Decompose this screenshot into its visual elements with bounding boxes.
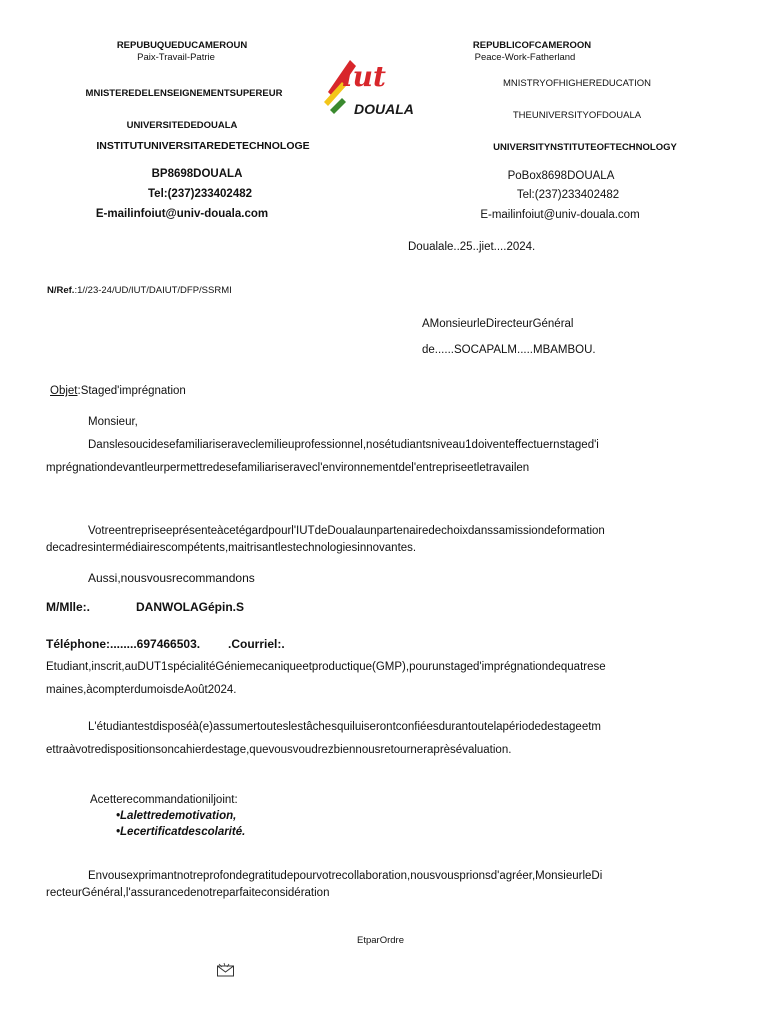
right-university: THEUNIVERSITYOFDOUALA — [512, 110, 642, 121]
left-institute: INSTITUTUNIVERSITAREDETECHNOLOGE — [96, 140, 310, 152]
logo-text-iut: iut — [342, 60, 386, 93]
right-motto: Peace-Work-Fatherland — [474, 52, 576, 63]
attachment-item: •Lecertificatdescolarité. — [116, 826, 246, 838]
recipient-line1: AMonsieurleDirecteurGénéral — [422, 318, 574, 330]
student-phone: Téléphone:........697466503. — [46, 637, 201, 651]
left-bp: BP8698DOUALA — [151, 168, 243, 180]
right-institute: UNIVERSITYNSTITUTEOFTECHNOLOGY — [493, 142, 677, 153]
signature-label: EtparOrdre — [357, 935, 404, 946]
paragraph-4: Etudiant,inscrit,auDUT1spécialitéGéniemecaniqueetproductique(GMP),pourunstaged'imprégnationdequatresemaines,àcompterdumoisdeAoût2024. — [46, 661, 606, 696]
logo-text-douala: DOUALA — [354, 101, 414, 117]
left-university: UNIVERSITEDEDOUALA — [126, 120, 238, 131]
reference-value: :1//23-24/UD/IUT/DAIUT/DFP/SSRMI — [74, 285, 232, 296]
paragraph-3: Aussi,nousvousrecommandons — [88, 571, 255, 585]
left-republic: REPUBUQUEDUCAMEROUN — [116, 40, 248, 51]
envelope-stamp-icon — [216, 962, 236, 978]
recipient-line2: de......SOCAPALM.....MBAMBOU. — [422, 344, 596, 356]
object-label: Objet — [50, 385, 78, 397]
paragraph-5: L'étudiantestdisposéà(e)assumertouteslestâchesquiluiserontconfiéesdurantoutelapériodedestageetmettraàvotredispositionsoncahierdestage,quevousvoudrezbiennousretourneraprèsévaluation. — [46, 721, 601, 756]
paragraph-1: Danslesoucidesefamiliariseraveclemilieuprofessionnel,nosétudiantsniveau1doiventeffectuernstaged'imprégnationdevantleurpermettredesefamiliariseravecl'environnementdel'entrepriseetletravailen — [46, 439, 599, 474]
object-line — [50, 385, 186, 397]
right-ministry: MNISTRYOFHIGHEREDUCATION — [503, 78, 651, 89]
right-bp: PoBox8698DOUALA — [507, 170, 615, 182]
left-motto: Paix-Travail-Patrie — [137, 52, 215, 63]
left-tel: Tel:(237)233402482 — [148, 188, 252, 200]
closing-paragraph: Envousexprimantnotreprofondegratitudepourvotrecollaboration,nousvousprionsd'agréer,MonsieurleDirecteurGénéral,l'assurancedenotreparfaiteconsidération — [46, 870, 603, 899]
iut-douala-logo — [320, 52, 414, 122]
attachments-intro: Acetterecommandationiljoint: — [90, 794, 238, 806]
right-tel: Tel:(237)233402482 — [516, 189, 620, 201]
reference-label: N/Ref. — [47, 285, 75, 296]
salutation: Monsieur, — [88, 416, 138, 428]
student-email-label: .Courriel:. — [228, 637, 285, 651]
right-republic: REPUBLICOFCAMEROON — [472, 40, 592, 51]
attachment-item: •Lalettredemotivation, — [116, 810, 237, 822]
left-email: E-mailinfoiut@univ-douala.com — [95, 208, 269, 220]
student-name: DANWOLAGépin.S — [136, 600, 244, 614]
reference — [47, 285, 232, 296]
right-email: E-mailinfoiut@univ-douala.com — [480, 209, 640, 221]
paragraph-2: Votreentrepriseeprésenteàcetégardpourl'IUTdeDoualaunpartenairedechoixdanssamissiondeformationdecadresintermédiairescompétents,maitrisantlestechnologiesinnovantes. — [46, 525, 605, 554]
student-label: M/Mlle:. — [46, 600, 90, 614]
letter-date: Doualale..25..jiet....2024. — [408, 241, 536, 253]
object-value: :Staged'imprégnation — [77, 385, 186, 397]
left-ministry: MNISTEREDELENSEIGNEMENTSUPEREUR — [85, 88, 283, 99]
